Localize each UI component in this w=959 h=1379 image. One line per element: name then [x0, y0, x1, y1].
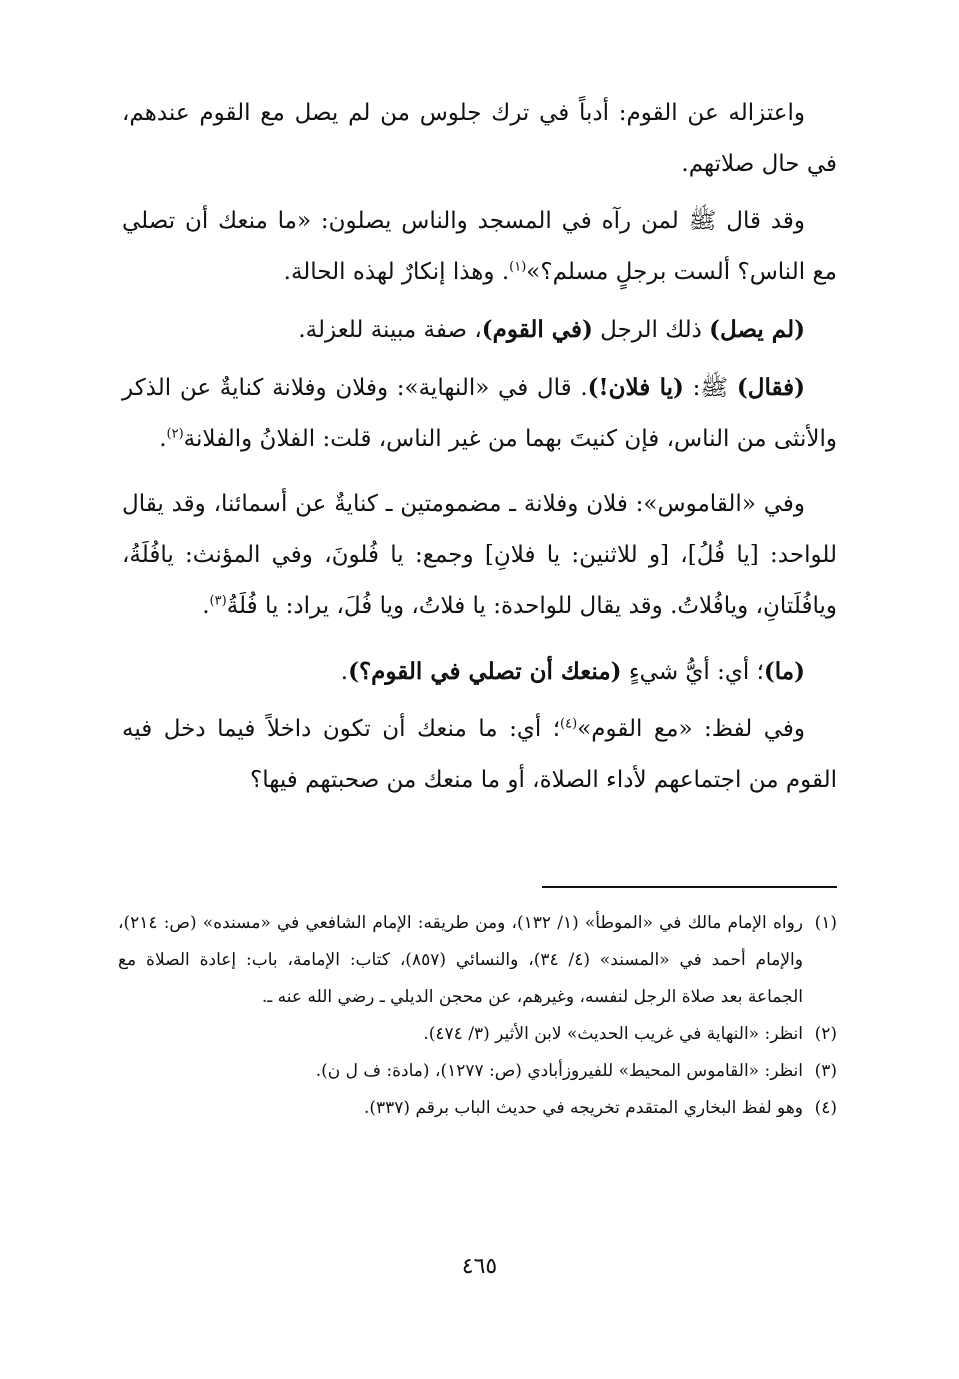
footnotes — [118, 905, 837, 1127]
text-run: ذلك الرجل — [592, 317, 710, 343]
paragraph — [122, 362, 837, 465]
footnote — [118, 1016, 837, 1053]
text-run: . — [202, 593, 210, 619]
footnote — [118, 1053, 837, 1090]
page-number: ٤٦٥ — [461, 1254, 498, 1279]
paragraph — [122, 479, 837, 632]
text-run: . قال في «النهاية»: وفلان وفلانة كنايةٌ عن الذكر والأنثى من الناس، فإن كنيتَ بهما من غير الناس، قلت: الفلانُ والفلانة — [122, 375, 837, 452]
text-run: . وهذا إنكارٌ لهذه الحالة. — [283, 259, 510, 285]
bold-term: (ما) — [763, 658, 805, 685]
bold-term: (فقال) — [736, 374, 806, 401]
footnote-ref: (٤) — [560, 716, 578, 732]
footnote-text: انظر: «القاموس المحيط» للفيروزأبادي (ص: ١٢٧٧)، (مادة: ف ل ن). — [315, 1061, 803, 1081]
text-run: وقد قال ﷺ لمن رآه في المسجد والناس يصلون: «ما منعك أن تصلي مع الناس؟ ألست برجلٍ مسلم؟» — [122, 208, 837, 285]
text-run: . — [340, 659, 349, 685]
text-run: ؛ أي: أيُّ شيءٍ — [621, 659, 764, 685]
footnote-text: رواه الإمام مالك في «الموطأ» (١/ ١٣٢)، ومن طريقه: الإمام الشافعي في «مسنده» (ص: ٢١٤)، والإمام أحمد في «المسند» (٤/ ٣٤)، والنسائي (٨٥٧)، كتاب: الإمامة، باب: إعادة الصلاة مع الجماعة بعد صلاة الرجل لنفسه، وغيرهم، عن محجن الديلي ـ رضي الله عنه ـ. — [118, 913, 803, 1007]
footnote-ref: (١) — [509, 259, 527, 275]
paragraph — [122, 88, 837, 190]
footnote-number: (٣) — [814, 1061, 837, 1081]
text-run: . — [159, 426, 167, 452]
footnote — [118, 1090, 837, 1127]
footnote-number: (٢) — [814, 1024, 837, 1044]
text-run: وفي لفظ: «مع القوم» — [577, 716, 805, 742]
paragraph — [122, 304, 837, 356]
footnote-ref: (٢) — [166, 426, 184, 442]
footnote-number: (١) — [814, 913, 837, 933]
text-run: وفي «القاموس»: فلان وفلانة ـ مضمومتين ـ كنايةٌ عن أسمائنا، وقد يقال للواحد: [يا فُلُ]، [و للاثنين: يا فلانِ] وجمع: يا فُلونَ، وفي المؤنث: يافُلَةُ، ويافُلَتانِ، ويافُلاتُ. وقد يقال للواحدة: يا فلاتُ، ويا فُلَ، يراد: يا فُلَةُ — [122, 491, 837, 619]
text-run: ﷺ: — [683, 375, 737, 401]
bold-term: (يا فلان!) — [587, 374, 684, 401]
bold-term: (لم يصل) — [709, 316, 805, 343]
bold-term: (منعك أن تصلي في القوم؟) — [348, 658, 622, 685]
footnote-separator — [542, 886, 837, 888]
bold-term: (في القوم) — [481, 316, 593, 343]
paragraph — [122, 704, 837, 806]
text-run: ؛ أي: ما منعك أن تكون داخلاً فيما دخل فيه القوم من اجتماعهم لأداء الصلاة، أو ما منعك من صحبتهم فيها؟ — [122, 716, 837, 793]
paragraph — [122, 196, 837, 298]
paragraph — [122, 646, 837, 698]
footnote — [118, 905, 837, 1016]
footnote-ref: (٣) — [209, 593, 227, 609]
footnote-text: انظر: «النهاية في غريب الحديث» لابن الأثير (٣/ ٤٧٤). — [423, 1024, 803, 1044]
text-run: واعتزاله عن القوم: أدباً في ترك جلوس من لم يصل مع القوم عندهم، في حال صلاتهم. — [122, 100, 837, 177]
footnote-text: وهو لفظ البخاري المتقدم تخريجه في حديث الباب برقم (٣٣٧). — [363, 1098, 803, 1118]
text-run: ، صفة مبينة للعزلة. — [298, 317, 482, 343]
footnote-number: (٤) — [814, 1098, 837, 1118]
main-text — [122, 88, 837, 814]
